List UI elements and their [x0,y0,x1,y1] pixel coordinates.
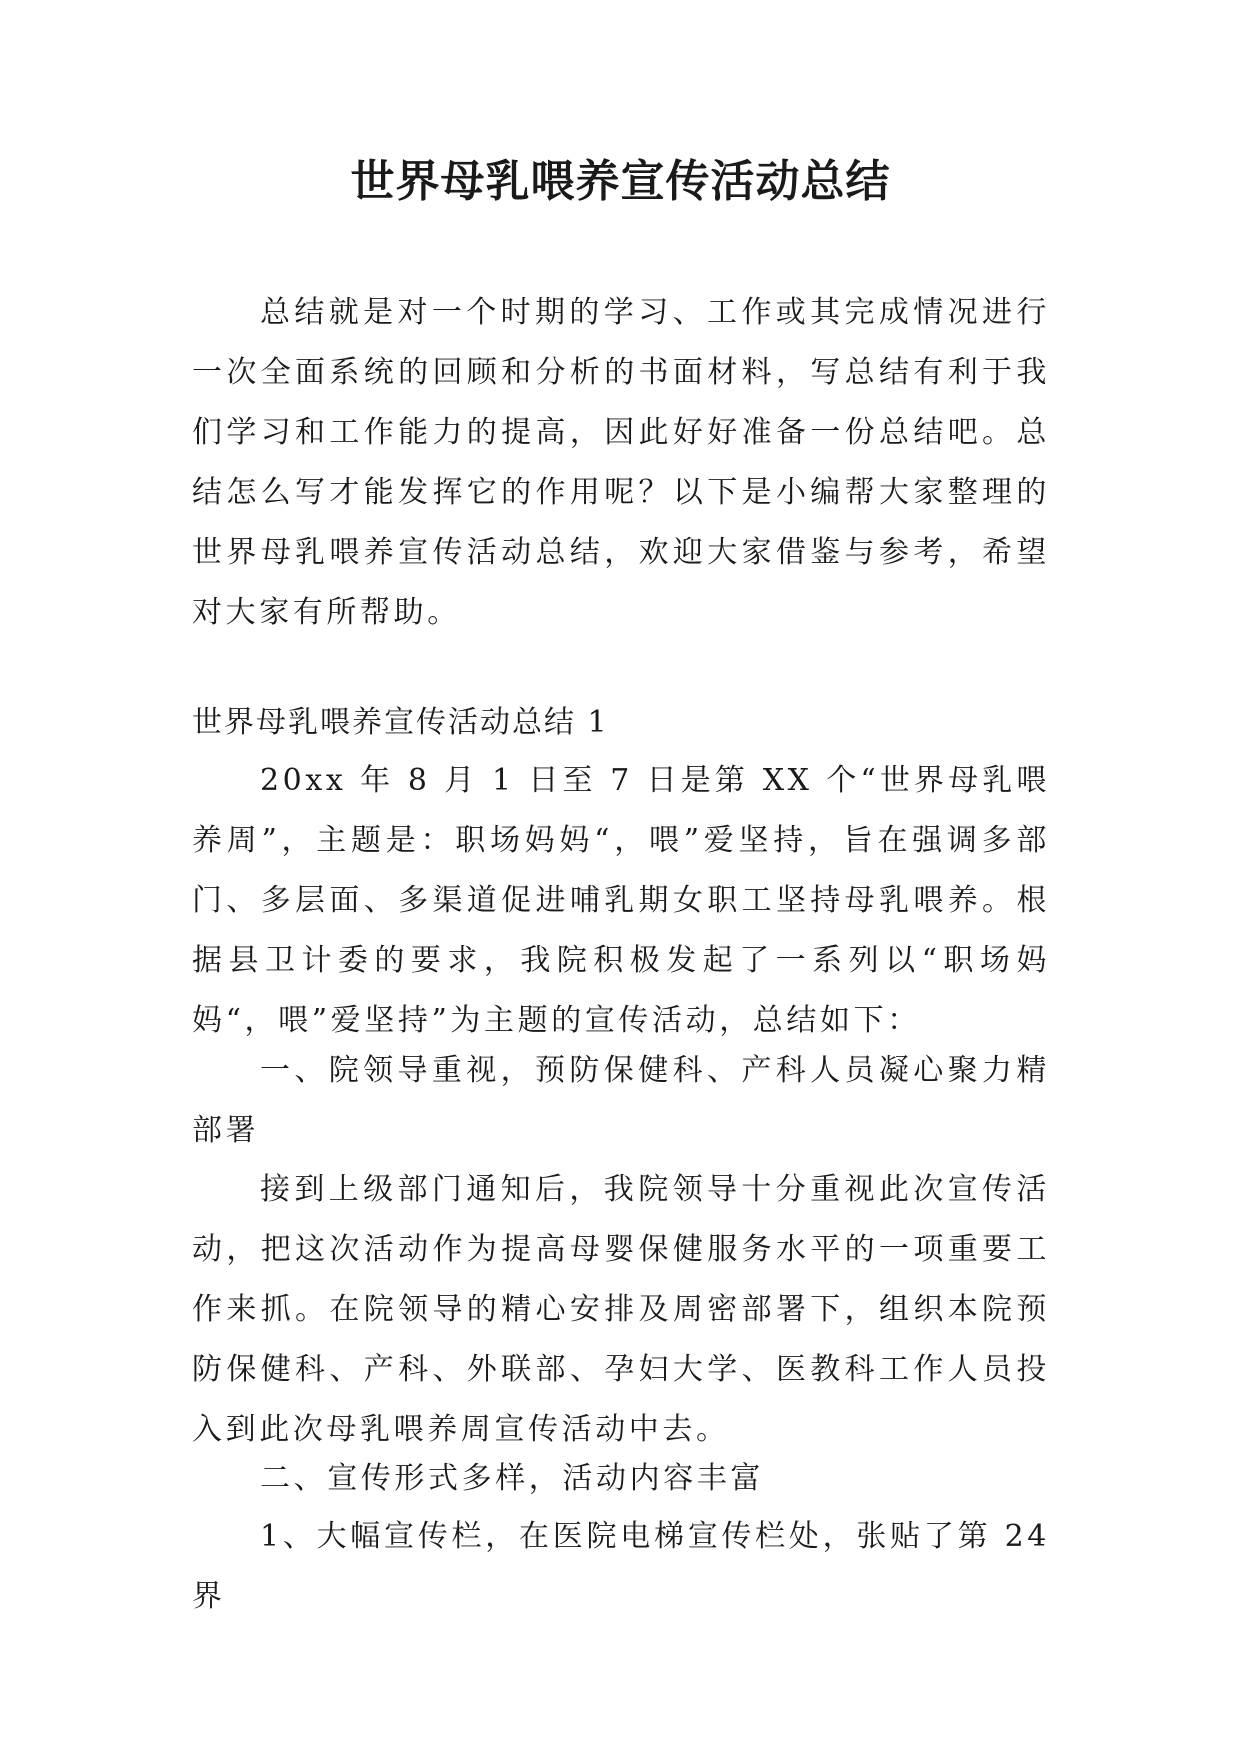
heading-2: 二、宣传形式多样，活动内容丰富 [260,1461,764,1496]
paragraph-2: 接到上级部门通知后，我院领导十分重视此次宣传活动，把这次活动作为提高母婴保健服务水平的一项重要工作来抓。在院领导的精心安排及周密部署下，组织本院预防保健科、产科、外联部、孕妇大学、医教科工作人员投入到此次母乳喂养周宣传活动中去。 [192,1172,1050,1447]
paragraph-1: 20xx 年 8 月 1 日至 7 日是第 XX 个“世界母乳喂养周”，主题是：职场妈妈“，喂”爱坚持，旨在强调多部门、多层面、多渠道促进哺乳期女职工坚持母乳喂养。根据县卫计委的要求，我院积极发起了一系列以“职场妈妈“，喂”爱坚持”为主题的宣传活动，总结如下： [192,763,1050,1038]
document-title: 世界母乳喂养宣传活动总结 [350,156,891,207]
intro-paragraph: 总结就是对一个时期的学习、工作或其完成情况进行一次全面系统的回顾和分析的书面材料，写总结有利于我们学习和工作能力的提高，因此好好准备一份总结吧。总结怎么写才能发挥它的作用呢？以下是小编帮大家整理的世界母乳喂养宣传活动总结，欢迎大家借鉴与参考，希望对大家有所帮助。 [192,295,1050,630]
paragraph-3: 1、大幅宣传栏，在医院电梯宣传栏处，张贴了第 24 界 [192,1519,1050,1614]
section-title: 世界母乳喂养宣传活动总结 1 [192,705,609,740]
heading-1: 一、院领导重视，预防保健科、产科人员凝心聚力精部署 [192,1053,1050,1148]
